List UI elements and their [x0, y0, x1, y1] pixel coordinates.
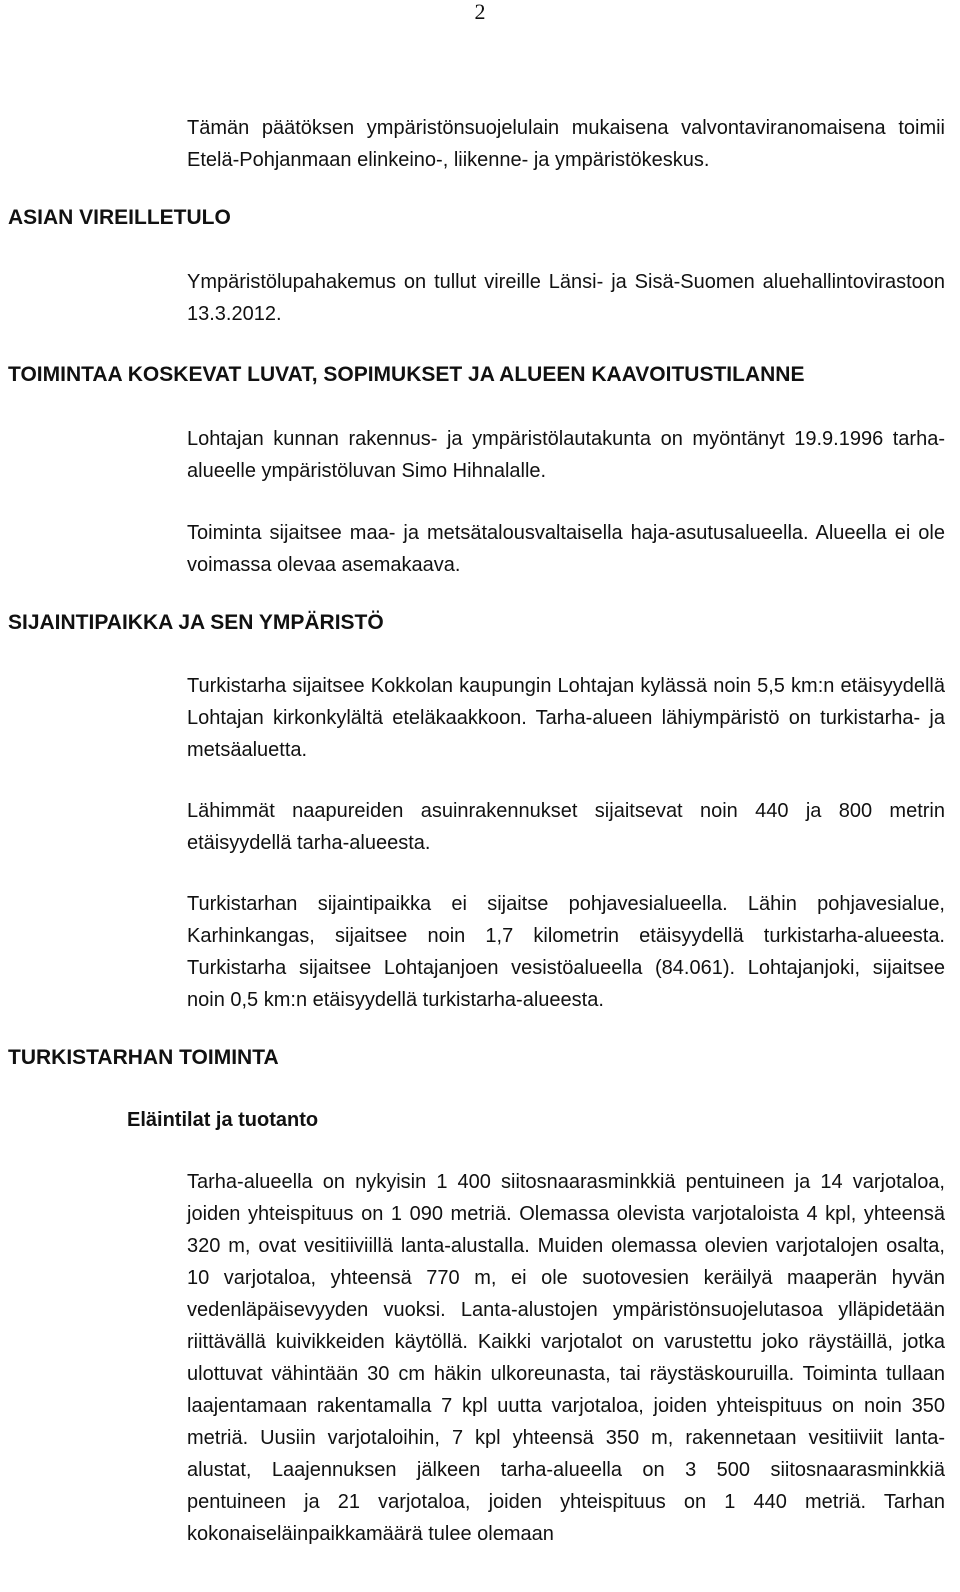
- paragraph-luvat-2: Toiminta sijaitsee maa- ja metsätalousvaltaisella haja-asutusalueella. Alueella ei ole voimassa olevaa asemakaava.: [187, 522, 945, 576]
- heading-luvat: TOIMINTAA KOSKEVAT LUVAT, SOPIMUKSET JA ALUEEN KAAVOITUSTILANNE: [8, 363, 805, 386]
- paragraph-luvat-1: Lohtajan kunnan rakennus- ja ympäristölautakunta on myöntänyt 19.9.1996 tarha-alueelle ympäristöluvan Simo Hihnalalle.: [187, 428, 945, 482]
- heading-sijaintipaikka: SIJAINTIPAIKKA JA SEN YMPÄRISTÖ: [8, 611, 384, 634]
- intro-paragraph: Tämän päätöksen ympäristönsuojelulain mukaisena valvontaviranomaisena toimii Etelä-Pohjanmaan elinkeino-, liikenne- ja ympäristökeskus.: [187, 117, 945, 171]
- paragraph-vireilletulo: Ympäristölupahakemus on tullut vireille Länsi- ja Sisä-Suomen aluehallintovirastoon 13.3.2012.: [187, 271, 945, 325]
- heading-asian-vireilletulo: ASIAN VIREILLETULO: [8, 206, 231, 229]
- paragraph-sijainti-3: Turkistarhan sijaintipaikka ei sijaitse pohjavesialueella. Lähin pohjavesialue, Karhinkangas, sijaitsee noin 1,7 kilometrin etäisyydellä turkistarha-alueesta. Turkistarha sijaitsee Lohtajanjoen vesistöalueella (84.061). Lohtajanjoki, sijaitsee noin 0,5 km:n etäisyydellä turkistarha-alueesta.: [187, 893, 945, 1011]
- paragraph-sijainti-1: Turkistarha sijaitsee Kokkolan kaupungin Lohtajan kylässä noin 5,5 km:n etäisyydellä Lohtajan kirkonkylältä eteläkaakkoon. Tarha-alueen lähiympäristö on turkistarha- ja metsäaluetta.: [187, 675, 945, 761]
- paragraph-sijainti-2: Lähimmät naapureiden asuinrakennukset sijaitsevat noin 440 ja 800 metrin etäisyydellä tarha-alueesta.: [187, 800, 945, 854]
- page-number: 2: [474, 0, 486, 24]
- paragraph-elaintilat: Tarha-alueella on nykyisin 1 400 siitosnaarasminkkiä pentuineen ja 14 varjotaloa, joiden yhteispituus on 1 090 metriä. Olemassa olevista varjotaloista 4 kpl, yhteensä 320 m, ovat vesitiiviillä lanta-alustalla. Muiden olemassa olevien varjotalojen osalta, 10 varjotaloa, yhteensä 770 m, ei ole suotovesien keräilyä maaperän hyvän vedenläpäisevyyden vuoksi. Lanta-alustojen ympäristönsuojelutasoa ylläpidetään riittävällä kuivikkeiden käytöllä. Kaikki varjotalot on varustettu joko räystäillä, jotka ulottuvat vähintään 30 cm häkin ulkoreunasta, tai räystäskouruilla. Toiminta tullaan laajentamaan rakentamalla 7 kpl uutta varjotaloa, joiden yhteispituus on noin 350 metriä. Uusiin varjotaloihin, 7 kpl yhteensä 350 m, rakennetaan vesitiiviit lanta-alustat, Laajennuksen jälkeen tarha-alueella on 3 500 siitosnaarasminkkiä pentuineen ja 21 varjotaloa, joiden yhteispituus on 1 440 metriä. Tarhan kokonaiseläinpaikkamäärä tulee olemaan: [187, 1171, 945, 1545]
- heading-turkistarhan-toiminta: TURKISTARHAN TOIMINTA: [8, 1046, 279, 1069]
- subheading-elaintilat: Eläintilat ja tuotanto: [127, 1109, 319, 1131]
